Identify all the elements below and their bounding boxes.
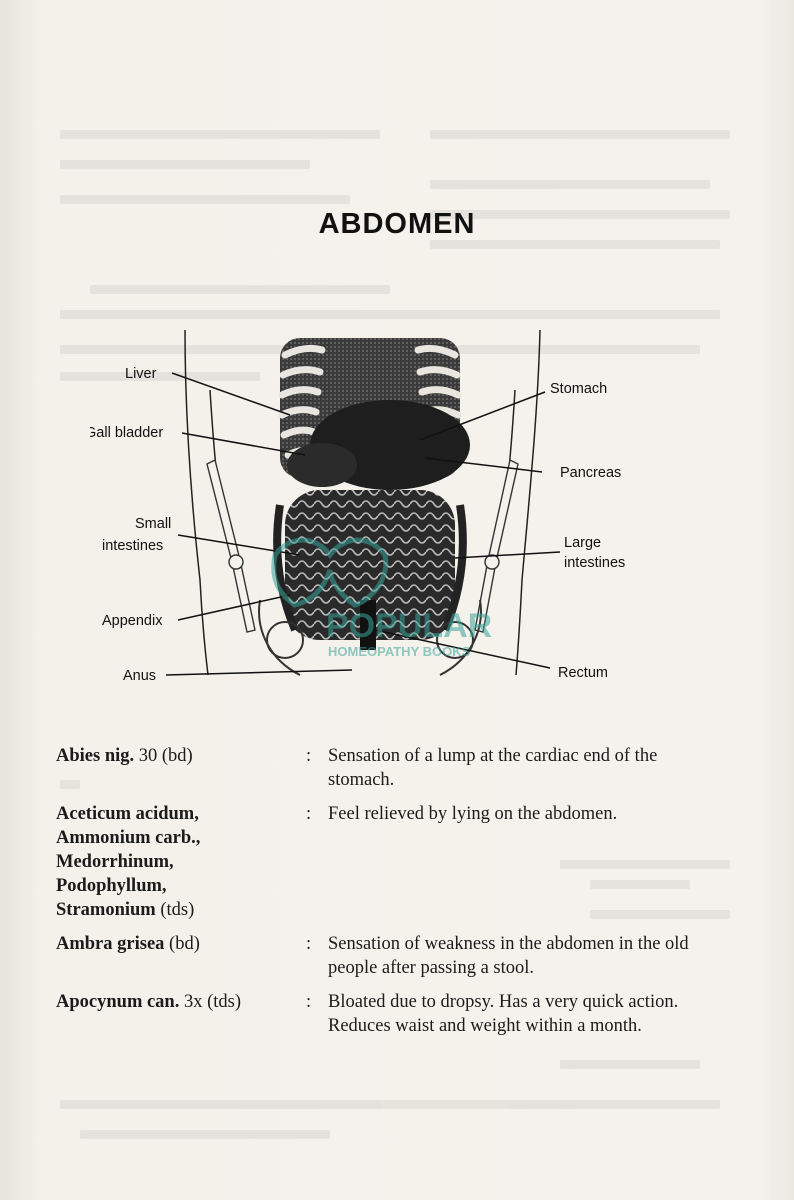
separator: : (306, 992, 312, 1012)
anus-label: Anus (123, 668, 157, 684)
watermark-subtext: HOMEOPATHY BOOKS (328, 644, 471, 659)
large-intestines-label-1: Large (564, 535, 602, 551)
appendix-label: Appendix (102, 613, 163, 629)
separator: : (306, 804, 312, 824)
remedy-list (56, 744, 736, 1048)
remedy-name: Ambra grisea (bd) (56, 934, 200, 954)
small-intestines-label-2: intestines (102, 538, 164, 554)
remedy-name: Aceticum acidum, Ammonium carb., Medorrhinum, Podophyllum, Stramonium (tds) (56, 804, 201, 920)
remedy-entry (56, 932, 736, 980)
gall-bladder-region (287, 443, 357, 487)
page-title: ABDOMEN (318, 208, 476, 240)
remedy-name: Apocynum can. 3x (tds) (56, 992, 242, 1012)
gall-bladder-label: Gall bladder (90, 425, 164, 441)
rectum-label: Rectum (558, 665, 608, 681)
stomach-label: Stomach (550, 381, 608, 397)
remedy-description: Sensation of a lump at the cardiac end of the stomach. (328, 746, 658, 790)
liver-label: Liver (125, 366, 157, 382)
watermark-text: POPULAR (326, 607, 493, 645)
anatomy-illustration (90, 330, 650, 690)
remedy-entry (56, 744, 736, 792)
large-intestines-label-2: intestines (564, 555, 626, 571)
remedy-description: Bloated due to dropsy. Has a very quick action. Reduces waist and weight within a month. (328, 992, 679, 1036)
remedy-description: Sensation of weakness in the abdomen in the old people after passing a stool. (328, 934, 689, 978)
separator: : (306, 934, 312, 954)
remedy-name: Abies nig. 30 (bd) (56, 746, 193, 766)
pancreas-label: Pancreas (560, 465, 622, 481)
remedy-entry (56, 990, 736, 1038)
small-intestines-label-1: Small (135, 516, 172, 532)
separator: : (306, 746, 312, 766)
remedy-description: Feel relieved by lying on the abdomen. (328, 804, 618, 824)
abdomen-anatomy-figure (90, 330, 650, 690)
remedy-entry (56, 802, 736, 922)
